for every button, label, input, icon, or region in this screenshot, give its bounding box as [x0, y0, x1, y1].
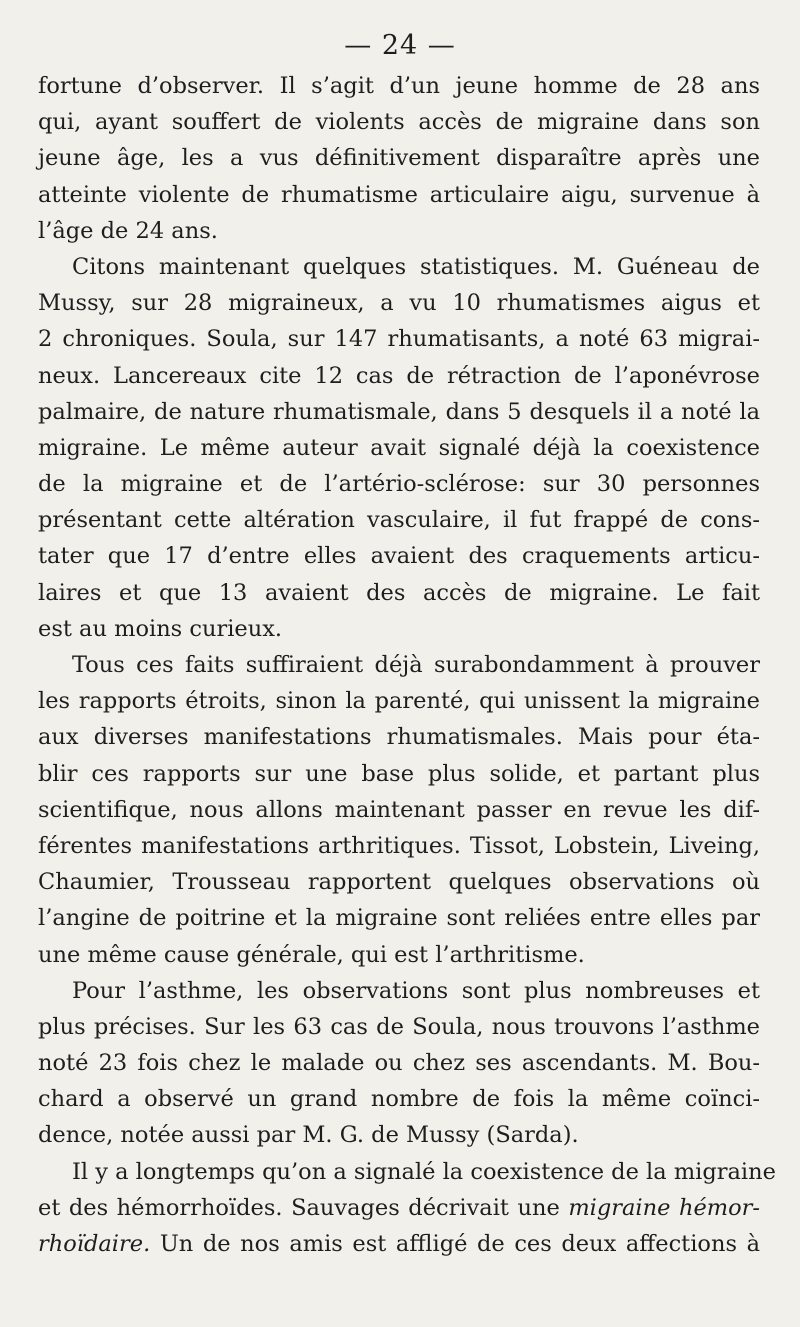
line-text: Tous ces faits suffiraient déjà surabondamment à prouver: [72, 652, 760, 678]
line-text: 2 chroniques. Soula, sur 147 rhumatisants, a noté 63 migrai-: [38, 326, 760, 353]
line-text: l’âge de 24 ans.: [38, 217, 218, 244]
text-line: [38, 1081, 760, 1117]
text-line: [38, 1226, 760, 1262]
line-text: férentes manifestations arthritiques. Tissot, Lobstein, Liveing,: [38, 832, 760, 859]
line-text: atteinte violente de rhumatisme articulaire aigu, survenue à: [38, 181, 760, 208]
line-text: palmaire, de nature rhumatismale, dans 5 desquels il a noté la: [38, 398, 760, 425]
text-line: [38, 430, 760, 466]
body-text: [38, 68, 776, 1262]
text-line: [38, 213, 760, 249]
text-line: [38, 177, 760, 213]
text-line: [38, 683, 760, 719]
text-line: [38, 756, 760, 792]
text-line: [38, 466, 760, 502]
line-text: présentant cette altération vasculaire, il fut frappé de cons-: [38, 507, 760, 534]
line-text: qui, ayant souffert de violents accès de migraine dans son: [38, 109, 760, 136]
line-text: plus précises. Sur les 63 cas de Soula, nous trouvons l’asthme: [38, 1013, 760, 1040]
line-text: blir ces rapports sur une base plus solide, et partant plus: [38, 760, 760, 787]
line-text: laires et que 13 avaient des accès de migraine. Le fait: [38, 579, 760, 606]
text-line: [38, 249, 760, 285]
line-text: Un de nos amis est affligé de ces deux affections à: [150, 1231, 760, 1257]
line-text: aux diverses manifestations rhumatismales. Mais pour éta-: [38, 724, 760, 751]
line-text: les rapports étroits, sinon la parenté, qui unissent la migraine: [38, 688, 760, 715]
text-line: [38, 864, 760, 900]
text-line: [38, 1009, 760, 1045]
text-line: [38, 104, 760, 140]
line-text: est au moins curieux.: [38, 615, 283, 642]
line-text: de la migraine et de l’artério-sclérose: sur 30 personnes: [38, 471, 760, 498]
text-line: [38, 973, 760, 1009]
line-text: tater que 17 d’entre elles avaient des craquements articu-: [38, 543, 760, 570]
text-line: [38, 140, 760, 176]
text-line: [38, 719, 760, 755]
text-line: [38, 647, 760, 683]
line-text: Chaumier, Trousseau rapportent quelques observations où: [38, 869, 760, 896]
line-text: Il y a longtemps qu’on a signalé la coexistence de la migraine: [72, 1158, 776, 1185]
text-line: [38, 1117, 760, 1153]
text-line: [38, 321, 760, 357]
line-text: l’angine de poitrine et la migraine sont reliées entre elles par: [38, 905, 760, 932]
text-line: [38, 937, 760, 973]
line-text: Pour l’asthme, les observations sont plus nombreuses et: [72, 977, 760, 1004]
text-line: [38, 1154, 776, 1190]
text-line: [38, 358, 760, 394]
line-text: noté 23 fois chez le malade ou chez ses ascendants. M. Bou-: [38, 1050, 760, 1077]
text-line: [38, 611, 760, 647]
text-line: [38, 502, 760, 538]
line-text: fortune d’observer. Il s’agit d’un jeune homme de 28 ans: [38, 73, 760, 99]
page-number: — 24 —: [344, 30, 456, 61]
text-line: [38, 828, 760, 864]
text-line: [38, 68, 760, 104]
line-text: Citons maintenant quelques statistiques. M. Guéneau de: [72, 253, 760, 280]
text-line: [38, 792, 760, 828]
text-line: [38, 900, 760, 936]
text-line: [38, 1045, 760, 1081]
line-text: neux. Lancereaux cite 12 cas de rétraction de l’aponévrose: [38, 362, 760, 389]
text-line: [38, 394, 760, 430]
text-line: [38, 285, 760, 321]
text-line: [38, 538, 760, 574]
text-line: [38, 575, 760, 611]
line-text: migraine. Le même auteur avait signalé déjà la coexistence: [38, 434, 760, 461]
line-text: une même cause générale, qui est l’arthritisme.: [38, 941, 585, 968]
line-text: chard a observé un grand nombre de fois la même coïnci-: [38, 1086, 760, 1113]
line-text: Mussy, sur 28 migraineux, a vu 10 rhumatismes aigus et: [38, 290, 760, 317]
line-text: dence, notée aussi par M. G. de Mussy (Sarda).: [38, 1122, 579, 1149]
line-text: scientifique, nous allons maintenant passer en revue les dif-: [38, 796, 760, 823]
text-line: [38, 1190, 760, 1226]
italic-text: migraine hémor-: [568, 1194, 761, 1221]
line-text: jeune âge, les a vus définitivement disparaître après une: [38, 145, 760, 172]
italic-text: rhoïdaire.: [38, 1231, 151, 1257]
line-text: et des hémorrhoïdes. Sauvages décrivait une: [38, 1194, 560, 1221]
